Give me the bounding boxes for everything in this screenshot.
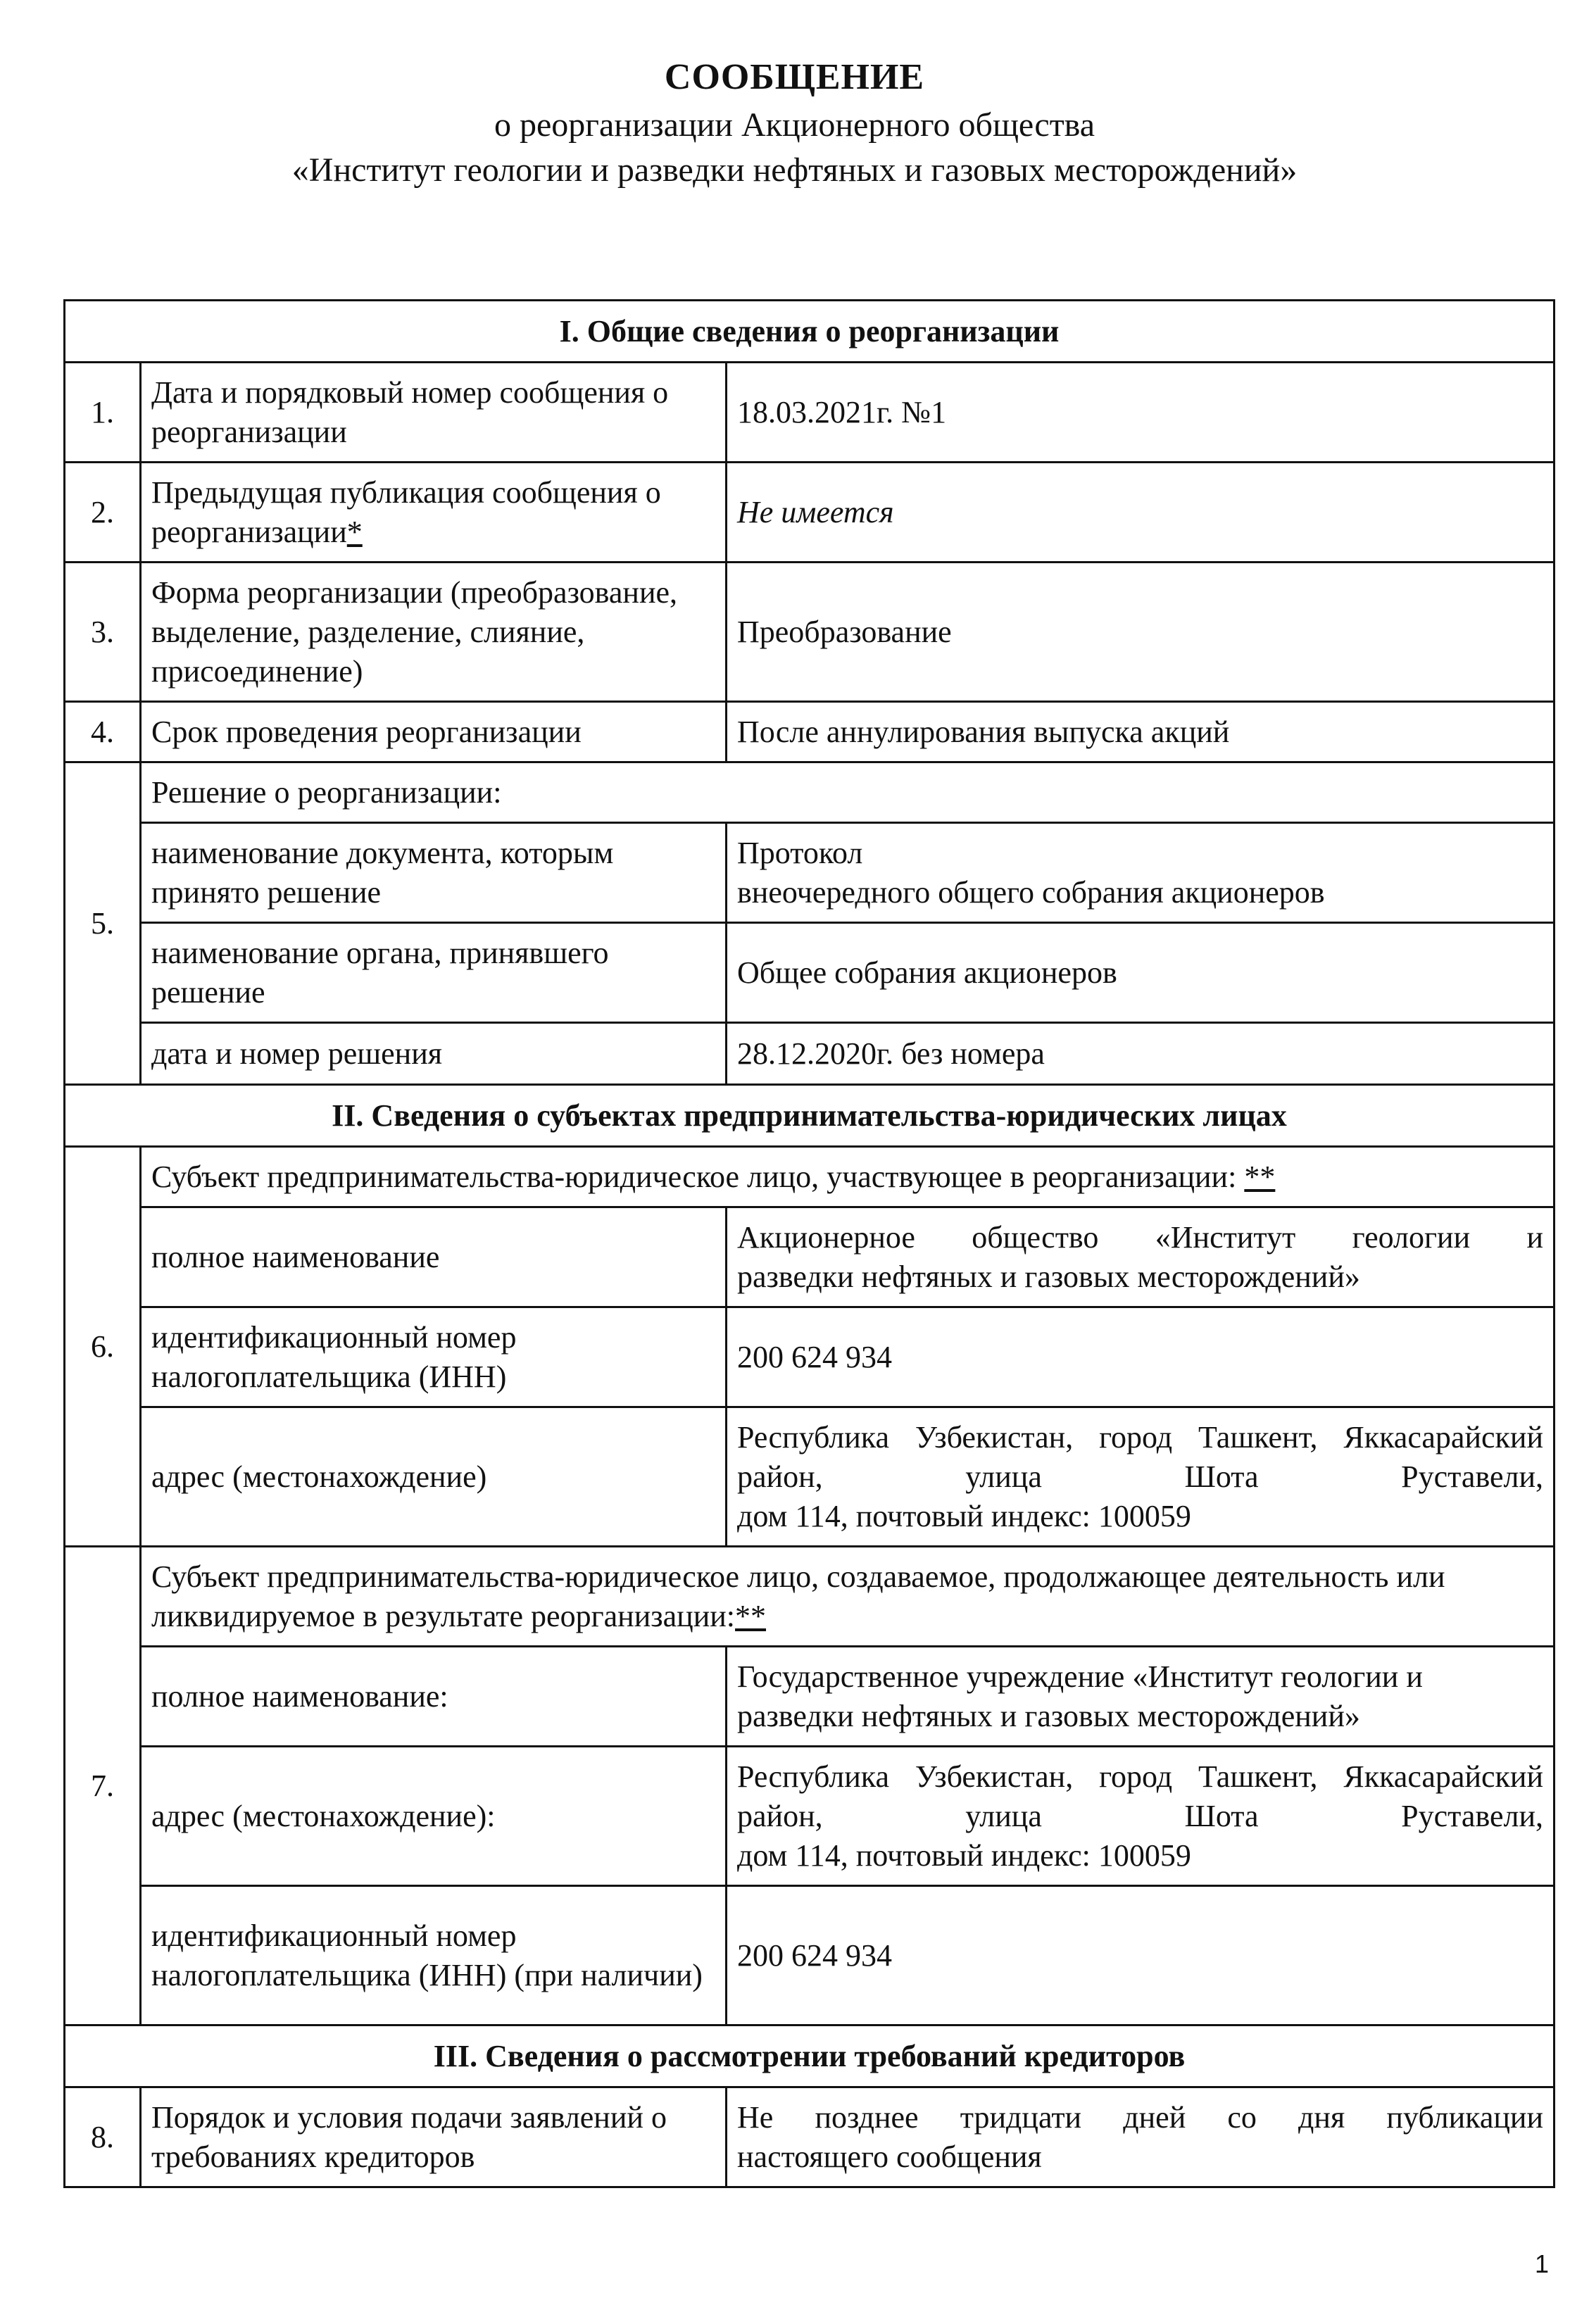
row-value: 18.03.2021г. №1 — [727, 363, 1555, 463]
table-row-5-body — [65, 923, 1555, 1023]
row-label: адрес (местонахождение): — [141, 1747, 727, 1886]
row-label: полное наименование — [141, 1207, 727, 1307]
row-value-line: Республика Узбекистан, город Ташкент, — [737, 1419, 1318, 1455]
row-label: Дата и порядковый номер сообщения о реорганизации — [141, 363, 727, 463]
section-1-title: I. Общие сведения о реорганизации — [65, 301, 1555, 363]
row-label: наименование документа, которым принято решение — [141, 823, 727, 923]
section-3-title: III. Сведения о рассмотрении требований кредиторов — [65, 2025, 1555, 2087]
row-value-cell — [727, 1647, 1555, 1747]
document-header — [0, 55, 1589, 191]
table-row-5-heading — [65, 762, 1555, 823]
row-value: Не имеется — [727, 463, 1555, 563]
footnote-mark: ** — [735, 1598, 767, 1633]
row-heading: Субъект предпринимательства-юридическое лицо, участвующее в реорганизации: — [151, 1159, 1237, 1194]
row-value-cell — [727, 823, 1555, 923]
row-value-line: разведки нефтяных и газовых месторождений» — [737, 1698, 1360, 1733]
table-row-2 — [65, 463, 1555, 563]
row-value: Общее собрания акционеров — [727, 923, 1555, 1023]
row-label: наименование органа, принявшего решение — [141, 923, 727, 1023]
row-heading: Решение о реорганизации: — [141, 762, 1555, 823]
row-value-line: Не позднее тридцати дней со дня публикации — [737, 2099, 1543, 2135]
row-value-cell — [727, 1407, 1555, 1547]
reorganization-table — [63, 299, 1555, 2188]
row-value-cell — [727, 1747, 1555, 1886]
row-value: 200 624 934 — [727, 1307, 1555, 1407]
footnote-mark: ** — [1244, 1159, 1276, 1194]
row-label: идентификационный номер налогоплательщика (ИНН) (при наличии) — [141, 1886, 727, 2025]
document-title: СООБЩЕНИЕ — [664, 57, 925, 97]
section-2-title: II. Сведения о субъектах предпринимательства-юридических лицах — [65, 1085, 1555, 1147]
row-label: Предыдущая публикация сообщения о реорганизации — [151, 475, 661, 549]
row-value-line: внеочередного общего собрания акционеров — [737, 874, 1325, 910]
row-value: 200 624 934 — [727, 1886, 1555, 2025]
table-row-6-name — [65, 1207, 1555, 1307]
table-row-7-inn — [65, 1886, 1555, 2025]
document-subtitle: о реорганизации Акционерного общества — [494, 106, 1095, 144]
row-value-line: Яккасарайский район, улица Шота Руставели, — [737, 1759, 1543, 1833]
row-value-line: Республика Узбекистан, город Ташкент, — [737, 1759, 1318, 1794]
row-number: 7. — [65, 1547, 141, 2025]
row-value-line: разведки нефтяных и газовых месторождений» — [737, 1259, 1360, 1294]
table-row-8 — [65, 2087, 1555, 2187]
table-row-6-inn — [65, 1307, 1555, 1407]
row-label: Срок проведения реорганизации — [141, 702, 727, 762]
row-value-line: Акционерное общество «Институт геологии и — [737, 1219, 1543, 1255]
table-row-4 — [65, 702, 1555, 762]
page-number: 1 — [1534, 2249, 1549, 2278]
row-number: 3. — [65, 563, 141, 702]
organization-name: «Институт геологии и разведки нефтяных и газовых месторождений» — [291, 151, 1298, 189]
row-label: полное наименование: — [141, 1647, 727, 1747]
row-value-line: дом 114, почтовый индекс: 100059 — [737, 1498, 1191, 1533]
row-label: Порядок и условия подачи заявлений о требованиях кредиторов — [141, 2087, 727, 2187]
section-1-header-row — [65, 301, 1555, 363]
row-label: Форма реорганизации (преобразование, выделение, разделение, слияние, присоединение) — [141, 563, 727, 702]
row-label: адрес (местонахождение) — [141, 1407, 727, 1547]
row-value-line: дом 114, почтовый индекс: 100059 — [737, 1838, 1191, 1873]
table-row-6-address — [65, 1407, 1555, 1547]
row-number: 8. — [65, 2087, 141, 2187]
row-value-line: Протокол — [737, 835, 863, 870]
table-row-7-heading — [65, 1547, 1555, 1647]
row-value-cell — [727, 2087, 1555, 2187]
table-row-6-heading — [65, 1147, 1555, 1207]
row-label: идентификационный номер налогоплательщика (ИНН) — [141, 1307, 727, 1407]
row-heading-cell — [141, 1547, 1555, 1647]
row-value-line: Государственное учреждение «Институт геологии и — [737, 1659, 1423, 1694]
section-2-header-row — [65, 1085, 1555, 1147]
row-value-line: настоящего сообщения — [737, 2139, 1042, 2174]
table-row-3 — [65, 563, 1555, 702]
row-label: дата и номер решения — [141, 1023, 727, 1085]
section-3-header-row — [65, 2025, 1555, 2087]
row-number: 4. — [65, 702, 141, 762]
row-value-line: Яккасарайский район, улица Шота Руставели, — [737, 1419, 1543, 1494]
row-value: После аннулирования выпуска акций — [727, 702, 1555, 762]
table-row-7-address — [65, 1747, 1555, 1886]
row-heading: Субъект предпринимательства-юридическое лицо, создаваемое, продолжающее деятельность или ликвидируемое в результате реорганизации: — [151, 1559, 1445, 1633]
row-heading-cell — [141, 1147, 1555, 1207]
row-number: 2. — [65, 463, 141, 563]
row-number: 1. — [65, 363, 141, 463]
row-label-cell — [141, 463, 727, 563]
row-number: 5. — [65, 762, 141, 1085]
row-value: Преобразование — [727, 563, 1555, 702]
row-number: 6. — [65, 1147, 141, 1547]
row-value: 28.12.2020г. без номера — [727, 1023, 1555, 1085]
row-value-cell — [727, 1207, 1555, 1307]
table-row-5-date — [65, 1023, 1555, 1085]
table-row-5-document — [65, 823, 1555, 923]
footnote-mark: * — [346, 514, 363, 549]
table-row-7-name — [65, 1647, 1555, 1747]
table-row-1 — [65, 363, 1555, 463]
